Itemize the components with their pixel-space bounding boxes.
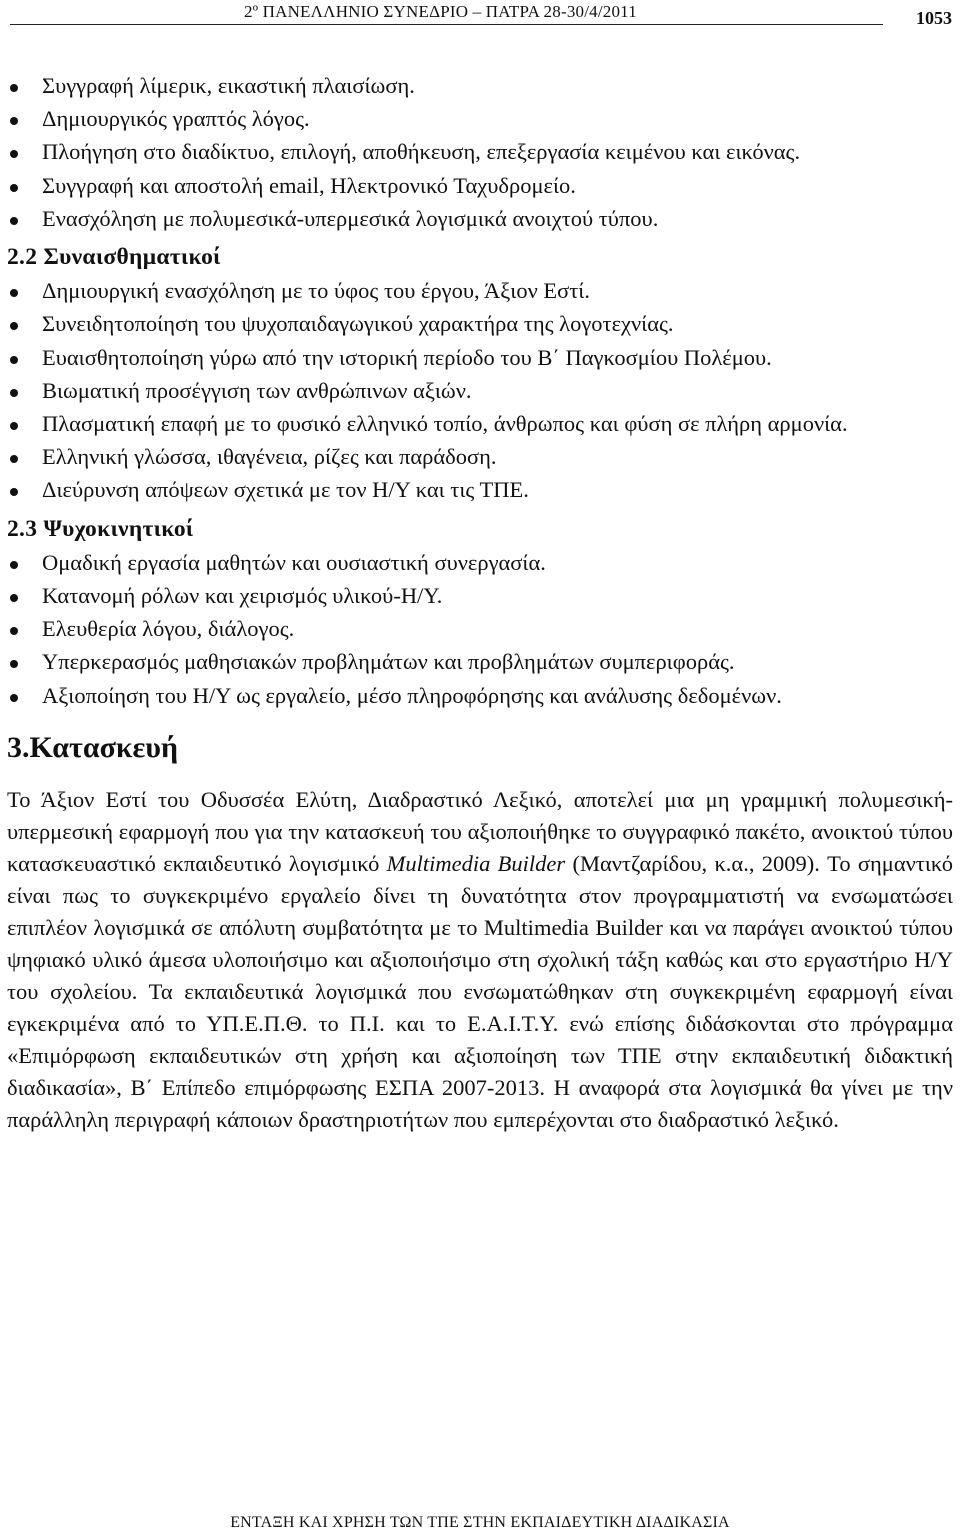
bullet-icon	[10, 322, 18, 330]
page-number: 1053	[916, 8, 952, 28]
list-item: Πλασματική επαφή με το φυσικό ελληνικό τοπίο, άνθρωπος και φύση σε πλήρη αρμονία.	[7, 407, 953, 440]
bullet-icon	[10, 488, 18, 496]
list-item: Δημιουργική ενασχόληση με το ύφος του έργου, Άξιον Εστί.	[7, 274, 953, 307]
page-footer	[0, 1514, 960, 1532]
list-item: Ενασχόληση με πολυμεσικά-υπερμεσικά λογισμικά ανοιχτού τύπου.	[7, 202, 953, 235]
section-heading-construction: 3.Κατασκευή	[7, 730, 178, 764]
list-item: Συνειδητοποίηση του ψυχοπαιδαγωγικού χαρακτήρα της λογοτεχνίας.	[7, 307, 953, 340]
objectives-list-emotional	[7, 274, 953, 506]
bullet-icon	[10, 356, 18, 364]
bullet-icon	[10, 455, 18, 463]
list-item: Δημιουργικός γραπτός λόγος.	[7, 102, 953, 135]
objectives-list-cognitive	[7, 69, 953, 235]
bullet-icon	[10, 422, 18, 430]
list-item: Υπερκερασμός μαθησιακών προβλημάτων και προβλημάτων συμπεριφοράς.	[7, 645, 953, 678]
bullet-icon	[10, 150, 18, 158]
list-item: Συγγραφή και αποστολή email, Ηλεκτρονικό Ταχυδρομείο.	[7, 169, 953, 202]
conference-title: 2º ΠΑΝΕΛΛΗΝΙΟ ΣΥΝΕΔΡΙΟ – ΠΑΤΡΑ 28-30/4/2011	[244, 2, 637, 21]
list-item: Συγγραφή λίμερικ, εικαστική πλαισίωση.	[7, 69, 953, 102]
list-item: Ομαδική εργασία μαθητών και ουσιαστική συνεργασία.	[7, 546, 953, 579]
objectives-list-psychomotor	[7, 546, 953, 712]
list-item: Αξιοποίηση του Η/Υ ως εργαλείο, μέσο πληροφόρησης και ανάλυσης δεδομένων.	[7, 679, 953, 712]
software-name: Multimedia Builder	[386, 850, 566, 876]
bullet-icon	[10, 289, 18, 297]
list-item: Ευαισθητοποίηση γύρω από την ιστορική περίοδο του Β΄ Παγκοσμίου Πολέμου.	[7, 341, 953, 374]
page-content	[7, 69, 953, 1136]
footer-text: ΕΝΤΑΞΗ ΚΑΙ ΧΡΗΣΗ ΤΩΝ ΤΠΕ ΣΤΗΝ ΕΚΠΑΙΔΕΥΤΙΚΗ ΔΙΑΔΙΚΑΣΙΑ	[230, 1514, 730, 1531]
section-heading-psychomotor: 2.3 Ψυχοκινητικοί	[7, 515, 194, 542]
list-item: Διεύρυνση απόψεων σχετικά με τον Η/Υ και τις ΤΠΕ.	[7, 473, 953, 506]
construction-paragraph: Το Άξιον Εστί του Οδυσσέα Ελύτη, Διαδραστικό Λεξικό, αποτελεί μια μη γραμμική πολυμεσική-υπερμεσική εφαρμογή που για την κατασκευή του αξιοποιήθηκε το συγγραφικό πακέτο, ανοικτού τύπου κατασκευαστικό εκπαιδευτικό λογισμικό Multimedia Builder (Μαντζαρίδου, κ.α., 2009). Το σημαντικό είναι πως το συγκεκριμένο εργαλείο δίνει τη δυνατότητα στον προγραμματιστή να ενσωματώσει επιπλέον λογισμικά σε απόλυτη συμβατότητα με το Multimedia Builder και να παράγει ανοικτού τύπου ψηφιακό υλικό άμεσα υλοποιήσιμο και αξιοποιήσιμο στη σχολική τάξη καθώς και στο εργαστήριο Η/Υ του σχολείου. Τα εκπαιδευτικά λογισμικά που ενσωματώθηκαν στη συγκεκριμένη εφαρμογή είναι εγκεκριμένα από το ΥΠ.Ε.Π.Θ. το Π.Ι. και το Ε.Α.Ι.Τ.Υ. ενώ επίσης διδάσκονται στο πρόγραμμα «Επιμόρφωση εκπαιδευτικών στη χρήση και αξιοποίηση των ΤΠΕ στην εκπαιδευτική διδακτική διαδικασία», Β΄ Επίπεδο επιμόρφωσης ΕΣΠΑ 2007-2013. Η αναφορά στα λογισμικά θα γίνει με την παράλληλη περιγραφή κάποιων δραστηριοτήτων που εμπερέχονται στο διαδραστικό λεξικό.	[7, 786, 953, 1132]
bullet-icon	[10, 389, 18, 397]
header-rule	[10, 24, 883, 25]
bullet-icon	[10, 84, 18, 92]
list-item: Βιωματική προσέγγιση των ανθρώπινων αξιών.	[7, 374, 953, 407]
bullet-icon	[10, 117, 18, 125]
list-item: Πλοήγηση στο διαδίκτυο, επιλογή, αποθήκευση, επεξεργασία κειμένου και εικόνας.	[7, 135, 953, 168]
bullet-icon	[10, 660, 18, 668]
page-header	[0, 0, 960, 30]
bullet-icon	[10, 627, 18, 635]
list-item: Ελευθερία λόγου, διάλογος.	[7, 612, 953, 645]
bullet-icon	[10, 184, 18, 192]
bullet-icon	[10, 694, 18, 702]
bullet-icon	[10, 594, 18, 602]
section-heading-emotional: 2.2 Συναισθηματικοί	[7, 244, 221, 271]
list-item: Ελληνική γλώσσα, ιθαγένεια, ρίζες και παράδοση.	[7, 440, 953, 473]
list-item: Κατανομή ρόλων και χειρισμός υλικού-Η/Υ.	[7, 579, 953, 612]
bullet-icon	[10, 217, 18, 225]
bullet-icon	[10, 561, 18, 569]
